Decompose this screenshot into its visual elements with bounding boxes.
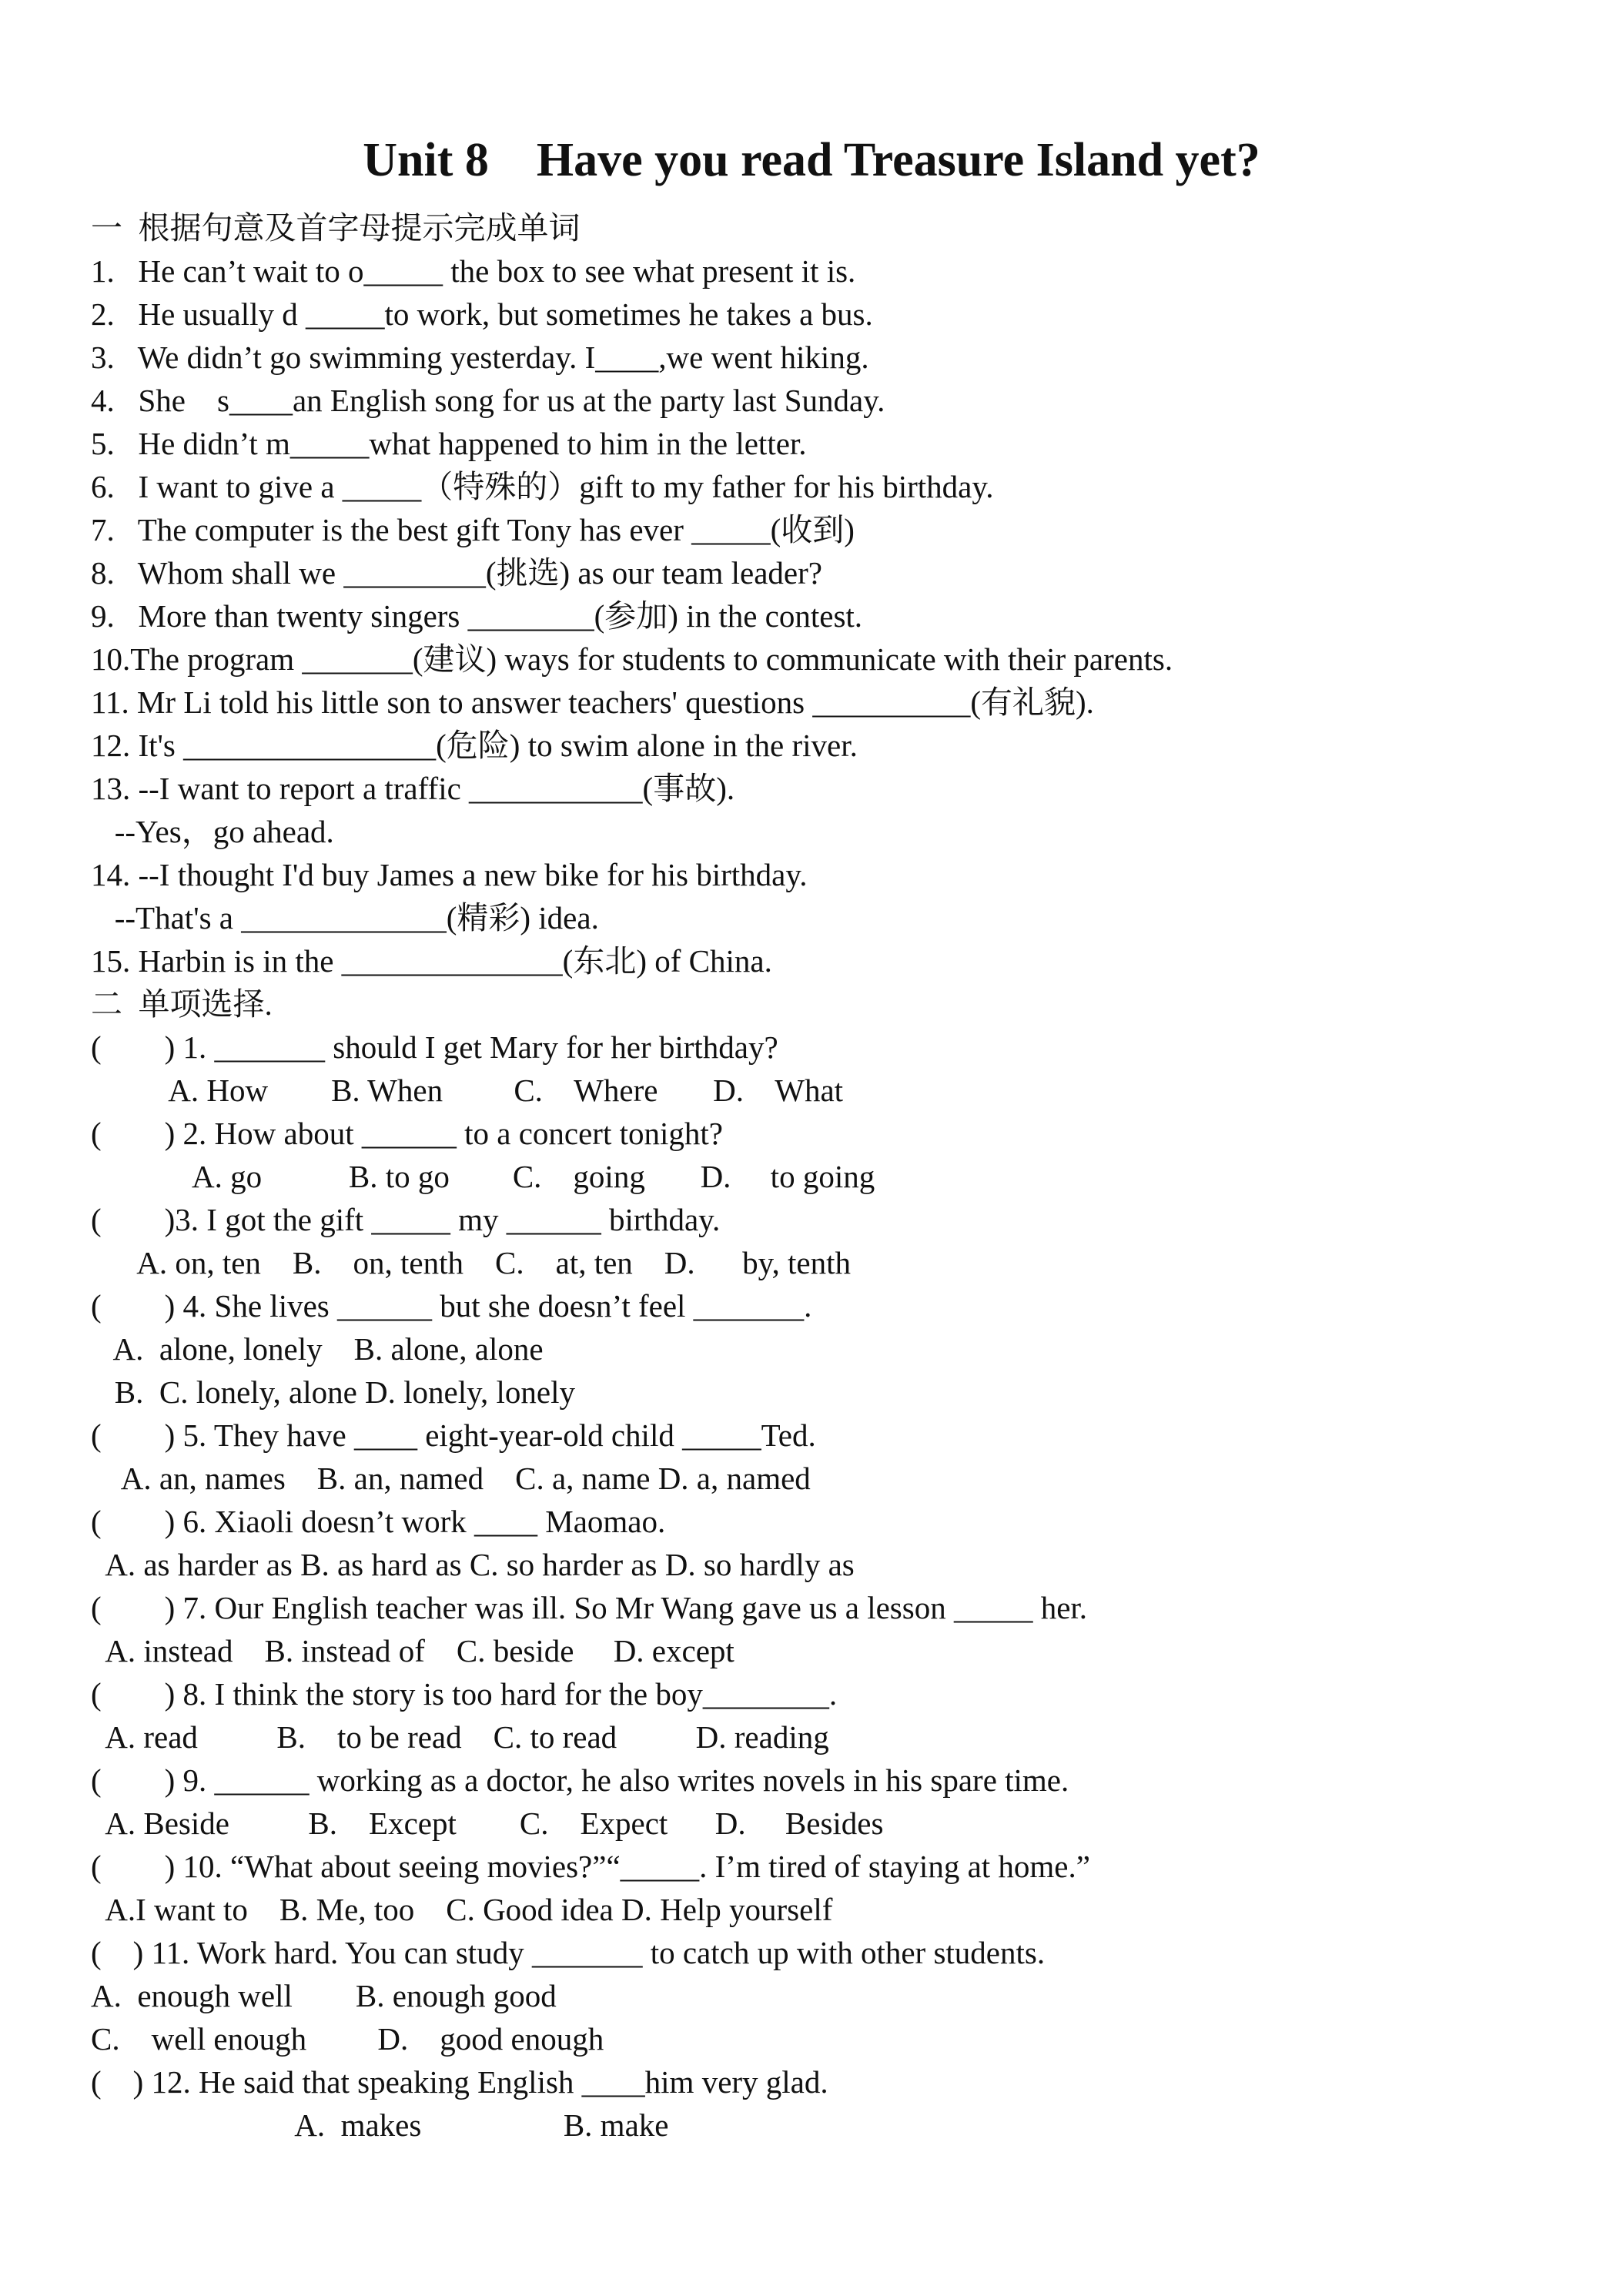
fill-in-item-13-reply: --Yes，go ahead. <box>91 814 334 849</box>
choice-question-2: ( ) 2. How about ______ to a concert tonight? <box>91 1116 723 1151</box>
choice-question-3: ( )3. I got the gift _____ my ______ birthday. <box>91 1202 721 1237</box>
choice-options-10: A.I want to B. Me, too C. Good idea D. Help yourself <box>91 1892 833 1927</box>
fill-in-item-14: 14. --I thought I'd buy James a new bike for his birthday. <box>91 857 808 892</box>
fill-in-item-15: 15. Harbin is in the ______________(东北) of China. <box>91 943 772 979</box>
choice-options-7: A. instead B. instead of C. beside D. except <box>91 1633 735 1668</box>
choice-options-3: A. on, ten B. on, tenth C. at, ten D. by, tenth <box>91 1245 851 1280</box>
fill-in-item-6: 6. I want to give a _____（特殊的）gift to my father for his birthday. <box>91 469 994 504</box>
fill-in-item-3: 3. We didn’t go swimming yesterday. I____,we went hiking. <box>91 340 869 375</box>
choice-options-11a: A. enough well B. enough good <box>91 1978 557 2013</box>
page-title: Unit 8 Have you read Treasure Island yet? <box>363 134 1260 186</box>
fill-in-item-8: 8. Whom shall we _________(挑选) as our team leader? <box>91 555 822 591</box>
choice-options-1: A. How B. When C. Where D. What <box>91 1073 844 1108</box>
choice-options-5: A. an, names B. an, named C. a, name D. a, named <box>91 1461 811 1496</box>
fill-in-item-13: 13. --I want to report a traffic ___________(事故). <box>91 771 735 806</box>
choice-question-9: ( ) 9. ______ working as a doctor, he also writes novels in his spare time. <box>91 1762 1069 1798</box>
fill-in-item-9: 9. More than twenty singers ________(参加) in the contest. <box>91 598 863 634</box>
fill-in-item-4: 4. She s____an English song for us at the party last Sunday. <box>91 383 885 418</box>
choice-options-4b: B. C. lonely, alone D. lonely, lonely <box>91 1374 575 1410</box>
fill-in-item-7: 7. The computer is the best gift Tony has ever _____(收到) <box>91 512 855 547</box>
choice-question-6: ( ) 6. Xiaoli doesn’t work ____ Maomao. <box>91 1504 666 1539</box>
choice-options-6: A. as harder as B. as hard as C. so harder as D. so hardly as <box>91 1547 855 1582</box>
fill-in-item-14-reply: --That's a _____________(精彩) idea. <box>91 900 599 935</box>
choice-options-8: A. read B. to be read C. to read D. reading <box>91 1719 829 1755</box>
choice-options-9: A. Beside B. Except C. Expect D. Besides <box>91 1806 884 1841</box>
choice-options-4a: A. alone, lonely B. alone, alone <box>91 1331 544 1367</box>
section-2-heading: 二 单项选择. <box>91 986 273 1022</box>
fill-in-item-1: 1. He can’t wait to o_____ the box to see what present it is. <box>91 253 856 289</box>
choice-question-12: ( ) 12. He said that speaking English ____him very glad. <box>91 2064 828 2100</box>
choice-question-10: ( ) 10. “What about seeing movies?”“_____. I’m tired of staying at home.” <box>91 1849 1090 1884</box>
fill-in-item-5: 5. He didn’t m_____what happened to him in the letter. <box>91 426 807 461</box>
choice-question-7: ( ) 7. Our English teacher was ill. So Mr Wang gave us a lesson _____ her. <box>91 1590 1088 1625</box>
fill-in-item-2: 2. He usually d _____to work, but sometimes he takes a bus. <box>91 296 873 332</box>
choice-options-2: A. go B. to go C. going D. to going <box>91 1159 875 1194</box>
fill-in-item-11: 11. Mr Li told his little son to answer teachers' questions __________(有礼貌). <box>91 684 1094 720</box>
choice-question-5: ( ) 5. They have ____ eight-year-old child _____Ted. <box>91 1417 816 1453</box>
choice-options-12: A. makes B. make <box>91 2107 669 2143</box>
section-1-heading: 一 根据句意及首字母提示完成单词 <box>91 210 581 246</box>
choice-question-4: ( ) 4. She lives ______ but she doesn’t feel _______. <box>91 1288 812 1324</box>
fill-in-item-12: 12. It's ________________(危险) to swim alone in the river. <box>91 728 858 763</box>
fill-in-item-10: 10.The program _______(建议) ways for students to communicate with their parents. <box>91 641 1173 677</box>
choice-question-1: ( ) 1. _______ should I get Mary for her birthday? <box>91 1029 778 1065</box>
choice-options-11b: C. well enough D. good enough <box>91 2021 604 2057</box>
choice-question-8: ( ) 8. I think the story is too hard for the boy________. <box>91 1676 838 1712</box>
choice-question-11: ( ) 11. Work hard. You can study _______ to catch up with other students. <box>91 1935 1046 1970</box>
